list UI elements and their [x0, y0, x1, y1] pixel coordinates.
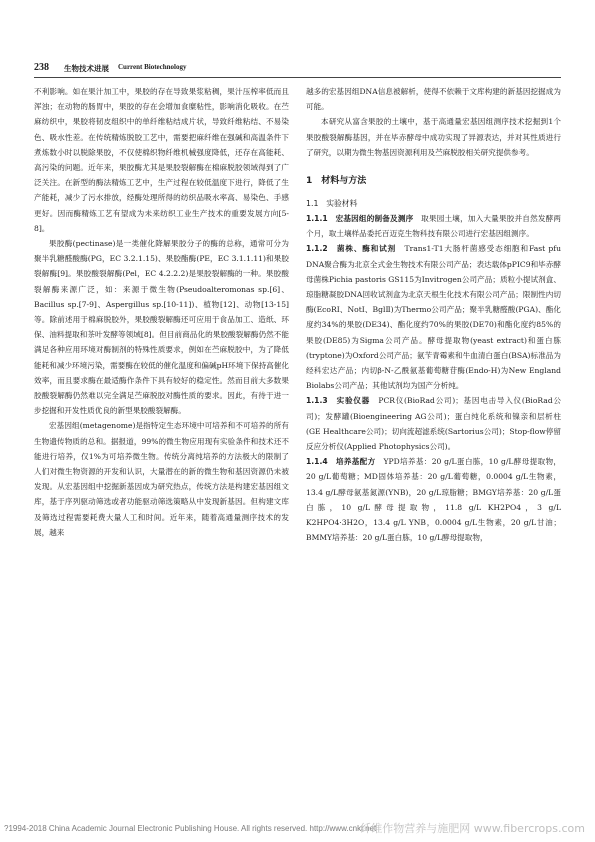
page-header [34, 62, 561, 76]
method-item-text: YPD培养基：20 g/L蛋白胨，10 g/L酵母提取物，20 g/L葡萄糖；MD固体培养基：20 g/L葡萄糖，0.0004 g/L生物素，13.4 g/L酵母氨基氮源(YNB)，20 g/L琼脂糖；BMGY培养基：20 g/L蛋白胨，10 g/L酵母提取物，11.8 g/L KH2PO4，3 g/L K2HPO4·3H2O，13.4 g/L YNB，0.0004 g/L生物素，20 g/L甘油；BMMY培养基：20 g/L蛋白胨，10 g/L酵母提取物， [306, 457, 562, 543]
method-item [306, 241, 561, 393]
section-title: 1 材料与方法 [306, 176, 367, 187]
right-column [306, 84, 561, 545]
subsection-title: 1.1 实验材料 [306, 199, 358, 209]
body-paragraph: 越多的宏基因组DNA信息被解析，使得不依赖于文库构建的新基因挖掘成为可能。 [306, 87, 561, 112]
method-item-heading: 1.1.1 宏基因组的制备及测序 [306, 214, 414, 224]
site-watermark: 纤维作物营养与施肥网 www.fibercrops.com [360, 822, 585, 835]
page-footer [4, 824, 591, 833]
left-column [34, 84, 289, 540]
method-item-heading: 1.1.4 培养基配方 [306, 457, 376, 467]
method-item-text: 取果园土壤，加入大量果胶并自然发酵两个月，取土壤样品委托百迈克生物科技有限公司进行宏基因组测序。 [306, 214, 562, 239]
page-number: 238 [34, 62, 49, 73]
method-item-text: Trans1-T1大肠杆菌感受态细胞和Fast pfu DNA聚合酶为北京全式金生物技术有限公司产品；表达载体pPIC9和毕赤酵母菌株Pichia pastoris GS115为Invitrogen公司产品；质粒小提试剂盒、琼脂糖凝胶DNA回收试剂盒为北京天根生化技术有限公司产品；限制性内切酶(EcoRⅠ、NotⅠ、BglⅡ)为Thermo公司产品；聚半乳糖醛酸(PGA)、酯化度约34%的果胶(DE34)、酯化度约70%的果胶(DE70)和酯化度约85%的果胶(DE85)为Sigma公司产品。酵母提取物(yeast extract)和蛋白胨(tryptone)为Oxford公司产品；氨苄青霉素和牛血清白蛋白(BSA)标准品为经科宏达产品；内切β-N-乙酰氨基葡萄糖苷酶(Endo-H)为New England Biolabs公司产品；其他试剂均为国产分析纯。 [306, 244, 561, 391]
method-item [306, 393, 561, 454]
method-item-text: PCR仪(BioRad公司)；基因电击导入仪(BioRad公司)；发酵罐(Bioengineering AG公司)；蛋白纯化系统和镍亲和层析柱(GE Healthcare公司)；切向流超滤系统(Sartorius公司)；Stop-flow停留反应分析仪(Applied Photophysics公司)。 [306, 396, 562, 452]
method-item [306, 211, 561, 241]
body-paragraph: 果胶酶(pectinase)是一类催化降解果胶分子的酶的总称，通常可分为聚半乳糖醛酸酶(PG，EC 3.2.1.15)、果胶酯酶(PE，EC 3.1.1.11)和果胶裂解酶[9]。果胶酸裂解酶(Pel，EC 4.2.2.2)是果胶裂解酶的一种。果胶酸裂解酶来源广泛，如：来源于微生物(Pseudoalteromonas sp.[6]、Bacillus sp.[7-9]、Aspergillus sp.[10-11])、植物[12]、动物[13-15]等。除前述用于棉麻脱胶外，果胶酸裂解酶还可应用于食品加工、造纸、环保、油料提取和茶叶发酵等领域[8]。但目前商品化的果胶酸裂解酶仍然不能满足各种应用环境对酶制剂的特殊性质要求，例如在苎麻脱胶中，为了降低能耗和减少环境污染，需要酶在较低的催化温度和偏碱pH环境下保持高催化效率，而且要求酶在最适酶作条件下具有较好的稳定性。然而目前大多数果胶酸裂解酶仍然难以完全满足苎麻脱胶对酶性质的要求。因此，有待于进一步挖掘和开发性质优良的新型果胶酸裂解酶。 [34, 239, 289, 416]
body-paragraph: 宏基因组(metagenome)是指特定生态环境中可培养和不可培养的所有生物遗传物质的总和。据报道，99%的微生物应用现有实验条件和技术还不能进行培养，仅1%为可培养微生物。传统分离纯培养的方法极大的限制了人们对微生物资源的开发和认识，大量潜在的新的微生物和基因资源仍未被发现。从宏基因组中挖掘新基因成为研究热点，传统方法是构建宏基因组文库，基于序列驱动筛选或者功能驱动筛选策略从中发现新基因。但构建文库及筛选过程需要耗费大量人工和时间。近年来，随着高通量测序技术的发展，越来 [34, 421, 289, 537]
method-item-heading: 1.1.2 菌株、酶和试剂 [306, 244, 397, 254]
method-item-heading: 1.1.3 实验仪器 [306, 396, 370, 406]
journal-name-en: Current Biotechnology [118, 63, 187, 71]
body-paragraph: 不利影响。如在果汁加工中，果胶的存在导致果浆粘稠，果汁压榨率低而且浑浊；在动物的肠胃中，果胶的存在会增加食糜粘性，影响消化吸收。在苎麻纺织中，果胶将韧皮组织中的单纤维粘结成片状，导致纤维粘结、不易染色、吸水性差。在传统精炼脱胶工艺中，需要把麻纤维在强碱和高温条件下煮炼数小时以脱除果胶，不仅使棉织物纤维机械强度降低，还存在高能耗、高污染的问题。近年来，果胶酶尤其是果胶裂解酶在棉麻脱胶领域得到了广泛关注。在新型的酶法精炼工艺中，生产过程在较低温度下进行，降低了生产能耗，减少了污水排放，经酶处理所得的纺织品吸水率高、易染色、手感更好。因而酶精炼工艺有望成为未来纺织工业生产技术的重要发展方向[5-8]。 [34, 87, 289, 233]
method-item [306, 454, 561, 545]
journal-name-cn: 生物技术进展 [64, 64, 109, 73]
body-paragraph: 本研究从富含果胶的土壤中，基于高通量宏基因组测序技术挖掘到1个果胶酸裂解酶基因，并在毕赤酵母中成功实现了异源表达，并对其性质进行了研究，以期为微生物基因资源利用及苎麻脱胶相关研究提供参考。 [306, 117, 561, 157]
copyright-line: ?1994-2018 China Academic Journal Electronic Publishing House. All rights reserved. http://www.cnki.net [4, 824, 377, 833]
header-rule [34, 77, 561, 78]
